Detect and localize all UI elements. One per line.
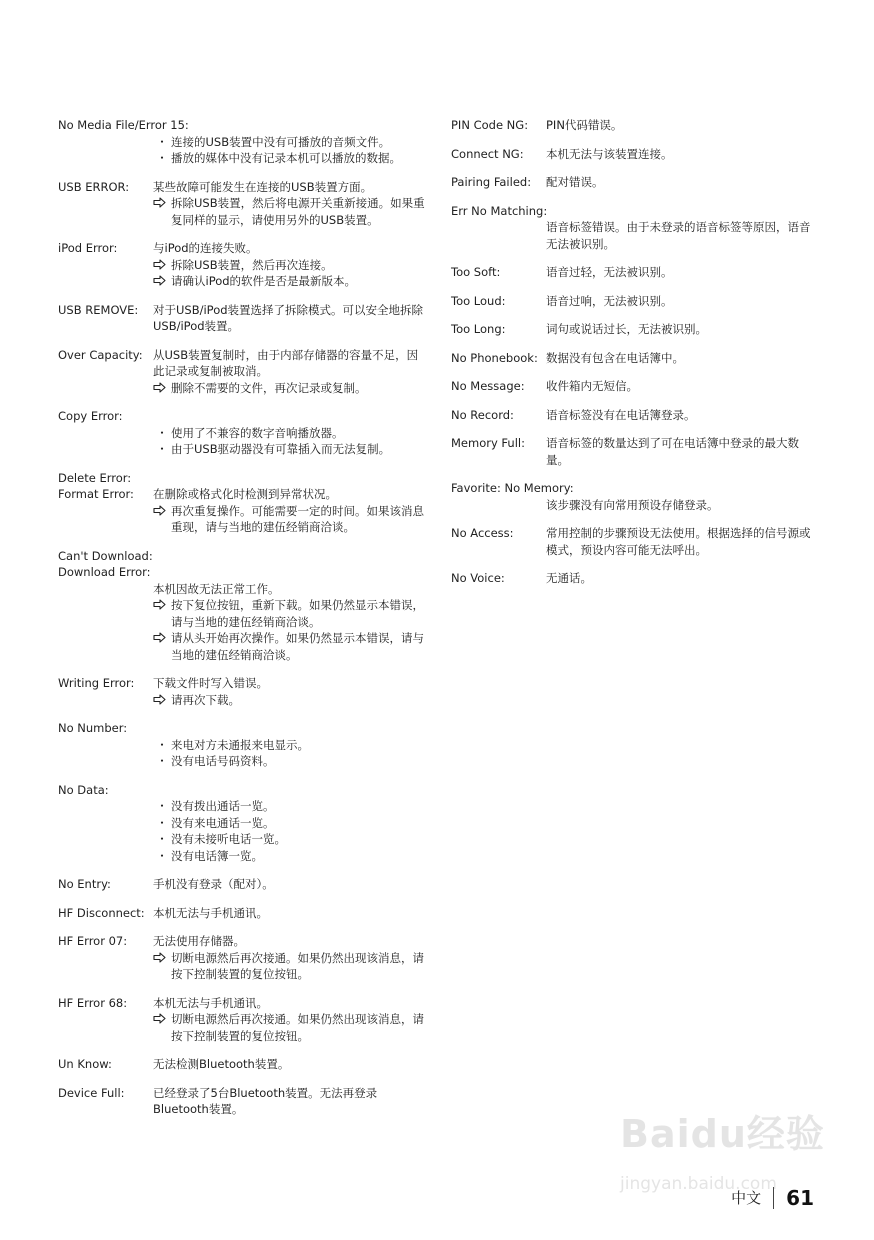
error-description: 已经登录了5台Bluetooth装置。无法再登录Bluetooth装置。 — [153, 1085, 378, 1116]
entry-head — [58, 876, 428, 893]
error-entry — [451, 435, 816, 468]
entry-head — [58, 675, 428, 692]
detail-text: 来电对方未通报来电显示。 — [171, 737, 309, 752]
error-code: No Data: — [58, 782, 109, 797]
entry-details — [546, 497, 816, 514]
error-code: No Number: — [58, 721, 128, 735]
error-entry — [451, 203, 816, 253]
error-description — [153, 720, 428, 737]
error-entry — [58, 486, 428, 536]
page-footer — [731, 1187, 814, 1209]
arrow-right-icon — [153, 630, 169, 646]
error-entry — [451, 350, 816, 367]
bullet-marker: ・ — [156, 737, 168, 752]
error-description: 语音过响，无法被识别。 — [546, 293, 673, 308]
detail-text: 本机因故无法正常工作。 — [153, 581, 280, 596]
error-description: 语音标签的数量达到了可在电话簿中登录的最大数量。 — [546, 436, 799, 467]
error-entry — [58, 302, 428, 335]
error-entry — [58, 347, 428, 397]
error-description — [153, 408, 428, 425]
error-description: 收件箱内无短信。 — [546, 379, 638, 393]
error-entry — [451, 174, 816, 191]
bullet-marker: ・ — [156, 425, 168, 440]
entry-details — [153, 380, 428, 397]
error-code: Too Loud: — [451, 293, 506, 308]
error-description: 无法使用存储器。 — [153, 934, 245, 948]
detail-text: 使用了不兼容的数字音响播放器。 — [171, 425, 344, 440]
bullet-marker: ・ — [156, 832, 168, 846]
error-entry — [58, 564, 428, 663]
entry-head — [58, 1056, 428, 1073]
error-code: Over Capacity: — [58, 347, 143, 362]
detail-line — [153, 273, 428, 290]
detail-line — [153, 630, 428, 663]
entry-head — [451, 525, 816, 558]
error-entry — [451, 117, 816, 134]
error-description: PIN代码错误。 — [546, 118, 623, 132]
detail-text: 切断电源然后再次接通。如果仍然出现该消息，请按下控制装置的复位按钮。 — [171, 1012, 424, 1043]
bullet-marker: ・ — [156, 815, 168, 830]
error-code: Pairing Failed: — [451, 175, 532, 189]
error-entry — [451, 407, 816, 424]
error-code: USB ERROR: — [58, 179, 130, 194]
detail-line — [153, 441, 428, 458]
arrow-right-icon — [153, 503, 169, 519]
error-entry — [58, 240, 428, 290]
detail-line — [153, 737, 428, 754]
detail-text: 连接的USB装置中没有可播放的音频文件。 — [171, 134, 391, 149]
error-description: 无法检测Bluetooth装置。 — [153, 1057, 290, 1071]
entry-head — [451, 321, 816, 338]
entry-details — [153, 581, 428, 664]
entry-details — [153, 134, 428, 167]
error-code: HF Error 68: — [58, 995, 128, 1010]
entry-details — [546, 219, 816, 252]
error-entry — [451, 480, 816, 513]
entry-details — [153, 1011, 428, 1044]
entry-head — [58, 1085, 428, 1118]
detail-text: 没有来电通话一览。 — [171, 815, 275, 830]
detail-line — [153, 798, 428, 815]
error-code: HF Error 07: — [58, 934, 128, 948]
detail-text: 请再次下载。 — [171, 692, 240, 707]
error-description: 对于USB/iPod装置选择了拆除模式。可以安全地拆除USB/iPod装置。 — [153, 302, 424, 333]
error-description: 词句或说话过长，无法被识别。 — [546, 322, 707, 336]
error-description: 本机无法与该装置连接。 — [546, 146, 673, 161]
entry-head — [58, 240, 428, 257]
error-code: Memory Full: — [451, 436, 525, 450]
detail-line — [153, 753, 428, 770]
arrow-right-icon — [153, 692, 169, 708]
detail-text: 由于USB驱动器没有可靠插入而无法复制。 — [171, 442, 391, 456]
error-code: No Message: — [451, 379, 525, 393]
detail-line — [153, 692, 428, 709]
error-entry — [58, 675, 428, 708]
error-code: Err No Matching: — [451, 203, 548, 218]
error-code: No Media File/Error 15: — [58, 118, 189, 132]
detail-line — [153, 134, 428, 151]
error-description: 语音过轻，无法被识别。 — [546, 265, 673, 279]
watermark-site: jingyan.baidu.com — [620, 1174, 777, 1194]
detail-line — [153, 815, 428, 832]
error-code: iPod Error: — [58, 241, 118, 255]
error-description: 常用控制的步骤预设无法使用。根据选择的信号源或模式，预设内容可能无法呼出。 — [546, 526, 811, 557]
error-code: No Voice: — [451, 571, 505, 585]
arrow-right-icon — [153, 597, 169, 613]
entry-head — [451, 146, 816, 163]
entry-head — [58, 302, 428, 335]
error-code: Can't Download: — [58, 548, 153, 563]
error-entry — [451, 378, 816, 395]
detail-text: 拆除USB装置，然后再次连接。 — [171, 257, 333, 272]
arrow-right-icon — [153, 273, 169, 289]
detail-line — [153, 503, 428, 536]
detail-text: 按下复位按钮，重新下载。如果仍然显示本错误，请与当地的建伍经销商洽谈。 — [171, 598, 424, 629]
bullet-marker: ・ — [156, 134, 168, 149]
entry-details — [153, 798, 428, 864]
error-code: PIN Code NG: — [451, 118, 529, 132]
error-entry — [451, 321, 816, 338]
error-description — [153, 782, 428, 799]
error-code: Connect NG: — [451, 146, 524, 161]
detail-line — [153, 597, 428, 630]
detail-text: 没有未接听电话一览。 — [171, 832, 286, 846]
detail-line — [153, 425, 428, 442]
detail-text: 语音标签错误。由于未登录的语音标签等原因，语音无法被识别。 — [546, 220, 811, 251]
error-description: 下载文件时写入错误。 — [153, 676, 268, 690]
error-entry — [58, 905, 428, 922]
detail-text: 请确认iPod的软件是否是最新版本。 — [171, 274, 357, 288]
error-entry — [58, 933, 428, 983]
error-entry — [58, 408, 428, 458]
page-number: 61 — [786, 1185, 814, 1210]
error-entry — [58, 1085, 428, 1118]
arrow-right-icon — [153, 257, 169, 273]
error-entry — [58, 470, 428, 487]
arrow-right-icon — [153, 950, 169, 966]
error-description: 无通话。 — [546, 571, 592, 585]
detail-text: 播放的媒体中没有记录本机可以播放的数据。 — [171, 151, 401, 165]
bullet-marker: ・ — [156, 442, 168, 456]
error-code: No Entry: — [58, 877, 111, 891]
entry-head — [58, 408, 428, 425]
error-entry — [58, 782, 428, 865]
error-entry — [58, 117, 428, 167]
entry-head — [58, 905, 428, 922]
error-entry — [58, 720, 428, 770]
error-description: 本机无法与手机通讯。 — [153, 905, 268, 920]
error-description: 某些故障可能发生在连接的USB装置方面。 — [153, 179, 373, 194]
arrow-right-icon — [153, 1011, 169, 1027]
error-entry — [58, 1056, 428, 1073]
detail-text: 该步骤没有向常用预设存储登录。 — [546, 497, 719, 512]
detail-text: 没有拨出通话一览。 — [171, 799, 275, 813]
entry-details — [153, 195, 428, 228]
detail-line — [153, 581, 428, 598]
entry-details — [153, 692, 428, 709]
error-code: No Access: — [451, 526, 514, 540]
entry-details — [153, 737, 428, 770]
entry-details — [153, 425, 428, 458]
detail-text: 删除不需要的文件，再次记录或复制。 — [171, 380, 367, 395]
entry-head — [58, 933, 428, 950]
bullet-marker: ・ — [156, 151, 168, 165]
error-code: Device Full: — [58, 1085, 125, 1100]
detail-text: 没有电话簿一览。 — [171, 848, 263, 863]
footer-language: 中文 — [731, 1188, 762, 1207]
detail-text: 切断电源然后再次接通。如果仍然出现该消息，请按下控制装置的复位按钮。 — [171, 950, 424, 981]
error-description: 手机没有登录（配对）。 — [153, 877, 274, 891]
entry-head — [58, 179, 428, 196]
error-description: 在删除或格式化时检测到异常状况。 — [153, 487, 337, 501]
entry-head — [58, 995, 428, 1012]
error-code: Too Long: — [451, 322, 506, 336]
error-description: 语音标签没有在电话簿登录。 — [546, 407, 696, 422]
detail-line — [153, 150, 428, 167]
detail-line — [153, 195, 428, 228]
footer-divider — [773, 1187, 774, 1209]
bullet-marker: ・ — [156, 754, 168, 768]
error-entry — [451, 570, 816, 587]
detail-line — [153, 950, 428, 983]
entry-head — [451, 174, 816, 191]
error-entry — [451, 525, 816, 558]
error-entry — [451, 293, 816, 310]
detail-line — [546, 219, 816, 252]
error-description: 配对错误。 — [546, 175, 604, 189]
entry-head — [451, 117, 816, 134]
entry-head — [451, 570, 816, 587]
detail-line — [153, 1011, 428, 1044]
entry-head — [58, 782, 428, 799]
error-entry — [58, 876, 428, 893]
error-code: HF Disconnect: — [58, 905, 145, 920]
left-column — [58, 117, 428, 1130]
bullet-marker: ・ — [156, 848, 168, 863]
error-entry — [58, 548, 428, 565]
error-code: No Record: — [451, 407, 514, 422]
error-code: Un Know: — [58, 1057, 112, 1071]
entry-head — [451, 407, 816, 424]
entry-head — [58, 486, 428, 503]
error-entry — [58, 179, 428, 229]
error-entry — [451, 264, 816, 281]
error-description: 从USB装置复制时，由于内部存储器的容量不足，因此记录或复制被取消。 — [153, 347, 419, 378]
detail-text: 请从头开始再次操作。如果仍然显示本错误，请与当地的建伍经销商洽谈。 — [171, 631, 424, 662]
error-entry — [451, 146, 816, 163]
entry-head — [451, 378, 816, 395]
right-column — [451, 117, 816, 599]
detail-line — [153, 848, 428, 865]
entry-details — [153, 503, 428, 536]
detail-text: 拆除USB装置，然后将电源开关重新接通。如果重复同样的显示，请使用另外的USB装置。 — [171, 196, 425, 227]
error-code: Download Error: — [58, 565, 151, 579]
detail-text: 没有电话号码资料。 — [171, 754, 275, 768]
detail-text: 再次重复操作。可能需要一定的时间。如果该消息重现，请与当地的建伍经销商洽谈。 — [171, 503, 424, 534]
entry-head — [58, 720, 428, 737]
entry-head — [451, 350, 816, 367]
error-description: 数据没有包含在电话簿中。 — [546, 350, 684, 365]
entry-head — [58, 347, 428, 380]
arrow-right-icon — [153, 380, 169, 396]
detail-line — [153, 380, 428, 397]
entry-head — [451, 435, 816, 468]
detail-line — [546, 497, 816, 514]
entry-details — [153, 257, 428, 290]
detail-line — [153, 257, 428, 274]
watermark-brand: Baidu经验 — [620, 1112, 825, 1156]
arrow-right-icon — [153, 195, 169, 211]
error-code: Format Error: — [58, 487, 134, 501]
error-code: Copy Error: — [58, 409, 123, 423]
bullet-marker: ・ — [156, 799, 168, 813]
detail-line — [153, 831, 428, 848]
error-description: 本机无法与手机通讯。 — [153, 995, 268, 1010]
error-description: 与iPod的连接失败。 — [153, 241, 258, 255]
entry-head — [451, 264, 816, 281]
error-entry — [58, 995, 428, 1045]
error-code: Favorite: No Memory: — [451, 481, 574, 495]
error-code: No Phonebook: — [451, 350, 538, 365]
error-code: Too Soft: — [451, 265, 501, 279]
entry-details — [153, 950, 428, 983]
error-code: Writing Error: — [58, 676, 135, 690]
error-code: Delete Error: — [58, 470, 132, 485]
error-code: USB REMOVE: — [58, 302, 139, 317]
entry-head — [451, 293, 816, 310]
